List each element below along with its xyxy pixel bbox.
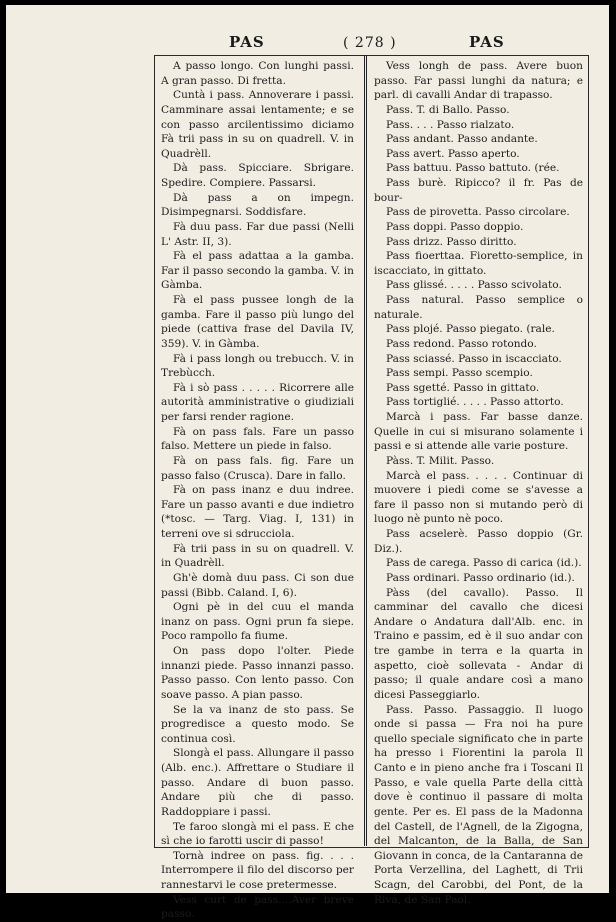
dictionary-entry: A passo longo. Con lunghi passi. A gran passo. Di fretta.	[161, 60, 354, 87]
right-column	[374, 59, 583, 907]
page-number: ( 278 )	[343, 35, 397, 51]
dictionary-entry: Dà pass. Spicciare. Sbrigare. Spedire. Compiere. Passarsi.	[161, 162, 354, 189]
dictionary-entry: Fà i pass longh ou trebucch. V. in Trebùcch.	[161, 352, 354, 380]
dictionary-entry: Slongà el pass. Allungare il passo (Alb. enc.). Affrettare o Studiare il passo. Andare di buon passo. Andare più che di passo. Raddoppiare i passi.	[161, 747, 354, 818]
dictionary-entry: Te faroo slongà mi el pass. E che sì che io farotti uscir di passo!	[161, 820, 354, 848]
dictionary-entry: Fà trii pass in su on quadrell. V. in Quadrèll.	[161, 542, 354, 570]
dictionary-entry: Pass. T. di Ballo. Passo.	[386, 103, 510, 116]
dictionary-entry: Pass fioerttaa. Fioretto-semplice, in iscacciato, in gittato.	[374, 250, 583, 277]
dictionary-entry: Pass acselerè. Passo doppio (Gr. Diz.).	[374, 528, 583, 555]
dictionary-entry: Pass sgetté. Passo in gittato.	[386, 381, 540, 394]
dictionary-entry: Fà on pass fals. Fare un passo falso. Mettere un piede in falso.	[161, 425, 354, 453]
dictionary-entry: Fà el pass pussee longh de la gamba. Fare il passo più lungo del piede (cattiva frase del Davila IV, 359). V. in Gàmba.	[161, 294, 354, 350]
dictionary-entry: Pass sempi. Passo scempio.	[386, 367, 533, 380]
dictionary-entry: Fà on pass fals. fig. Fare un passo falso (Crusca). Dare in fallo.	[161, 454, 354, 482]
running-head-right: PAS	[469, 33, 505, 51]
dictionary-entry: Gh'è domà duu pass. Ci son due passi (Bibb. Caland. I, 6).	[161, 571, 354, 599]
dictionary-entry: Pass plojé. Passo piegato. (rale.	[386, 323, 555, 336]
dictionary-entry: Pass ordinari. Passo ordinario (id.).	[386, 571, 575, 584]
dictionary-entry: Vess curt de pass....Aver breve passo.	[161, 893, 354, 921]
dictionary-entry: Pass burè. Ripicco? il fr. Pas de bour-	[374, 177, 583, 204]
dictionary-entry: Pass de pirovetta. Passo circolare.	[386, 206, 570, 219]
dictionary-entry: Pass drizz. Passo diritto.	[386, 235, 517, 248]
dictionary-entry: Fà i sò pass . . . . . Ricorrere alle autorità amministrative o giudiziali per farsi render ragione.	[161, 381, 354, 423]
dictionary-entry: Cuntà i pass. Annoverare i passi. Camminare assai lentamente; e se con passo arcilentissimo diciamo Fà trii pass in su on quadrell. V. in Quadrèll.	[161, 89, 354, 160]
dictionary-entry: Vess longh de pass. Avere buon passo. Far passi lunghi da natura; e parl. di cavalli Andar di trapasso.	[374, 60, 583, 102]
dictionary-entry: Pass avert. Passo aperto.	[386, 147, 520, 160]
dictionary-entry: Tornà indree on pass. fig. . . . Interrompere il filo del discorso per rannestarvi le cose pretermesse.	[161, 849, 354, 891]
dictionary-entry: Pass. Passo. Passaggio. Il luogo onde si passa — Fra noi ha pure quello speciale significato che in parte ha presso i Fiorentini la parola Il Canto e in pieno anche fra i Toscani Il Passo, e vale quella Parte della città dove è continuo il passare di molta gente. Per es. El pass de la Madonna del Castell, de l'Agnell, de la Zigogna, del Malcanton, de la Balla, de San Giovann in conca, de la Cantaranna de Porta Verzellina, del Laghett, di Trii Scagn, del Carobbi, del Pont, de la Riva, de San Paol.	[374, 703, 583, 906]
dictionary-entry: Pass andant. Passo andante.	[386, 133, 538, 146]
left-column	[161, 59, 354, 922]
dictionary-entry: Pass battuu. Passo battuto. (rée.	[386, 162, 560, 175]
dictionary-entry: Pass. . . . Passo rialzato.	[386, 118, 515, 131]
dictionary-entry: Marcà i pass. Far basse danze. Quelle in cui si misurano solamente i passi e si attende alle varie posture.	[374, 411, 583, 453]
dictionary-entry: Pass doppi. Passo doppio.	[386, 220, 524, 233]
dictionary-entry: Pass sciassé. Passo in iscacciato.	[386, 352, 562, 365]
dictionary-entry: On pass dopo l'olter. Piede innanzi piede. Passo innanzi passo. Passo passo. Con lento passo. Con soave passo. A pian passo.	[161, 645, 354, 701]
dictionary-entry: Pass natural. Passo semplice o naturale.	[374, 294, 583, 321]
dictionary-entry: Pass tortiglié. . . . . Passo attorto.	[386, 396, 564, 409]
dictionary-entry: Fà el pass adattaa a la gamba. Far il passo secondo la gamba. V. in Gàmba.	[161, 250, 354, 292]
dictionary-entry: Pàss (del cavallo). Passo. Il camminar del cavallo che dicesi Andare o Andatura dall'Alb. enc. in Traino e passim, ed è il suo andar con tre gambe in terra e la quarta in aspetto, cioè sollevata - Andar di passo; il quale andare così a mano dicesi Passeggiarlo.	[374, 586, 583, 701]
dictionary-entry: Fà duu pass. Far due passi (Nelli L' Astr. II, 3).	[161, 220, 354, 248]
dictionary-entry: Pass redond. Passo rotondo.	[386, 337, 537, 350]
book-page	[6, 5, 609, 921]
dictionary-entry: Pàss. T. Milit. Passo.	[386, 454, 495, 467]
running-head-left: PAS	[229, 33, 265, 51]
dictionary-entry: Marcà el pass. . . . . Continuar di muovere i piedi come se s'avesse a fare il passo non si mutando però di luogo nè punto nè poco.	[374, 469, 583, 526]
dictionary-entry: Fà on pass inanz e duu indree. Fare un passo avanti e due indietro (*tosc. — Targ. Viag. I, 131) in terreni ove si sdrucciola.	[161, 484, 354, 540]
dictionary-entry: Ogni pè in del cuu el manda inanz on pass. Ogni prun fa siepe. Poco rampollo fa fiume.	[161, 601, 354, 643]
dictionary-entry: Pass de carega. Passo di carica (id.).	[386, 557, 582, 570]
dictionary-entry: Pass glissé. . . . . Passo scivolato.	[386, 279, 562, 292]
dictionary-entry: Dà pass a on impegn. Disimpegnarsi. Soddisfare.	[161, 191, 354, 219]
dictionary-entry: Se la va inanz de sto pass. Se progredisce a questo modo. Se continua così.	[161, 703, 354, 745]
column-divider	[364, 55, 367, 846]
